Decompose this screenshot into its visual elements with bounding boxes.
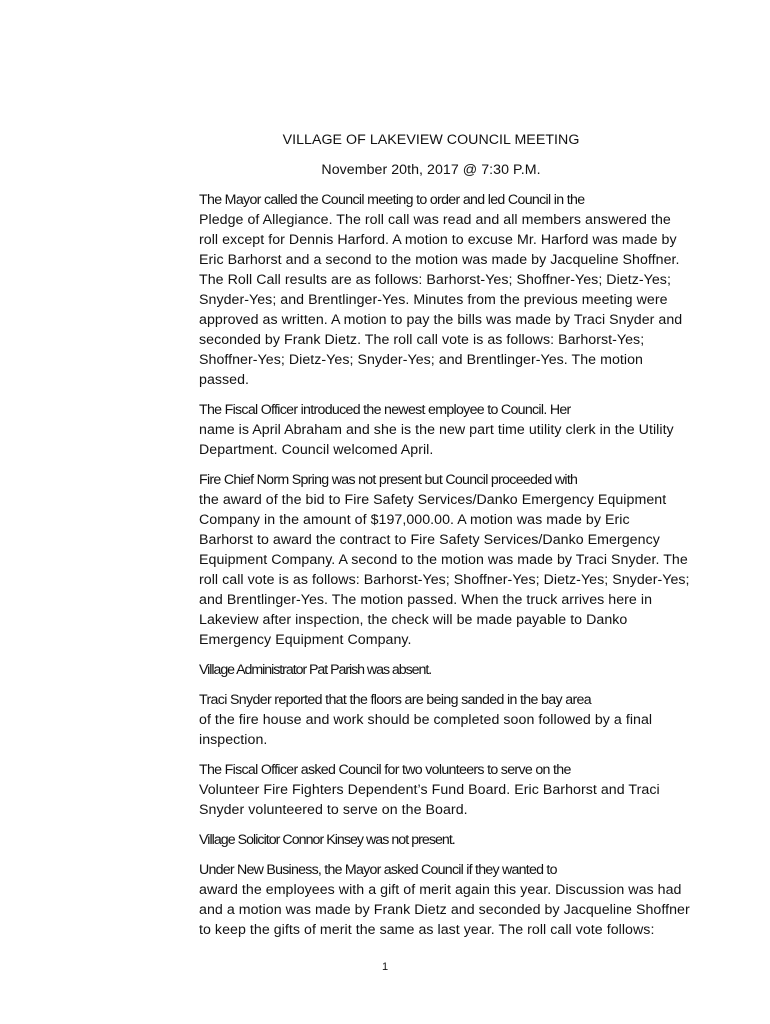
paragraph-line: Snyder volunteered to serve on the Board. <box>199 802 468 818</box>
paragraph-line: inspection. <box>199 732 268 748</box>
minutes-paragraphs <box>153 190 709 940</box>
minutes-paragraph <box>153 400 709 460</box>
paragraph-line: award the employees with a gift of merit again this year. Discussion was had <box>199 882 682 898</box>
paragraph-line: The Fiscal Officer introduced the newest employee to Council. Her <box>199 402 571 418</box>
document-body <box>153 130 709 950</box>
paragraph-line: roll except for Dennis Harford. A motion to excuse Mr. Harford was made by <box>199 232 677 248</box>
minutes-paragraph <box>153 830 709 850</box>
document-title: VILLAGE OF LAKEVIEW COUNCIL MEETING <box>282 132 580 148</box>
page-number: 1 <box>381 961 389 973</box>
paragraph-line: Traci Snyder reported that the floors are being sanded in the bay area <box>199 692 591 708</box>
minutes-paragraph <box>153 470 709 650</box>
paragraph-line: Lakeview after inspection, the check will be made payable to Danko <box>199 612 628 628</box>
paragraph-line: passed. <box>199 372 250 388</box>
meeting-date: November 20th, 2017 @ 7:30 P.M. <box>321 162 541 178</box>
paragraph-line: to keep the gifts of merit the same as last year. The roll call vote follows: <box>199 922 655 938</box>
paragraph-line: and Brentlinger-Yes. The motion passed. When the truck arrives here in <box>199 592 653 608</box>
paragraph-line: of the fire house and work should be completed soon followed by a final <box>199 712 653 728</box>
paragraph-line: roll call vote is as follows: Barhorst-Yes; Shoffner-Yes; Dietz-Yes; Snyder-Yes; <box>199 572 690 588</box>
minutes-paragraph <box>153 760 709 820</box>
paragraph-line: name is April Abraham and she is the new part time utility clerk in the Utility <box>199 422 674 438</box>
paragraph-line: The Mayor called the Council meeting to order and led Council in the <box>199 192 585 208</box>
minutes-paragraph <box>153 690 709 750</box>
paragraph-line: Emergency Equipment Company. <box>199 632 412 648</box>
paragraph-line: Department. Council welcomed April. <box>199 442 434 458</box>
paragraph-line: Barhorst to award the contract to Fire Safety Services/Danko Emergency <box>199 532 660 548</box>
paragraph-line: Village Solicitor Connor Kinsey was not present. <box>199 832 455 848</box>
paragraph-line: Volunteer Fire Fighters Dependent’s Fund Board. Eric Barhorst and Traci <box>199 782 660 798</box>
paragraph-line: Snyder-Yes; and Brentlinger-Yes. Minutes from the previous meeting were <box>199 292 668 308</box>
paragraph-line: Company in the amount of $197,000.00. A motion was made by Eric <box>199 512 630 528</box>
paragraph-line: seconded by Frank Dietz. The roll call vote is as follows: Barhorst-Yes; <box>199 332 645 348</box>
minutes-paragraph <box>153 190 709 390</box>
paragraph-line: Eric Barhorst and a second to the motion was made by Jacqueline Shoffner. <box>199 252 680 268</box>
paragraph-line: Under New Business, the Mayor asked Council if they wanted to <box>199 862 557 878</box>
paragraph-line: Fire Chief Norm Spring was not present but Council proceeded with <box>199 472 578 488</box>
paragraph-line: Pledge of Allegiance. The roll call was read and all members answered the <box>199 212 671 228</box>
paragraph-line: and a motion was made by Frank Dietz and seconded by Jacqueline Shoffner <box>199 902 690 918</box>
paragraph-line: The Roll Call results are as follows: Barhorst-Yes; Shoffner-Yes; Dietz-Yes; <box>199 272 671 288</box>
minutes-paragraph <box>153 660 709 680</box>
paragraph-line: Equipment Company. A second to the motion was made by Traci Snyder. The <box>199 552 688 568</box>
paragraph-line: the award of the bid to Fire Safety Services/Danko Emergency Equipment <box>199 492 667 508</box>
paragraph-line: Shoffner-Yes; Dietz-Yes; Snyder-Yes; and Brentlinger-Yes. The motion <box>199 352 643 368</box>
paragraph-line: Village Administrator Pat Parish was absent. <box>199 662 432 678</box>
paragraph-line: The Fiscal Officer asked Council for two volunteers to serve on the <box>199 762 571 778</box>
minutes-paragraph <box>153 860 709 940</box>
paragraph-line: approved as written. A motion to pay the bills was made by Traci Snyder and <box>199 312 683 328</box>
